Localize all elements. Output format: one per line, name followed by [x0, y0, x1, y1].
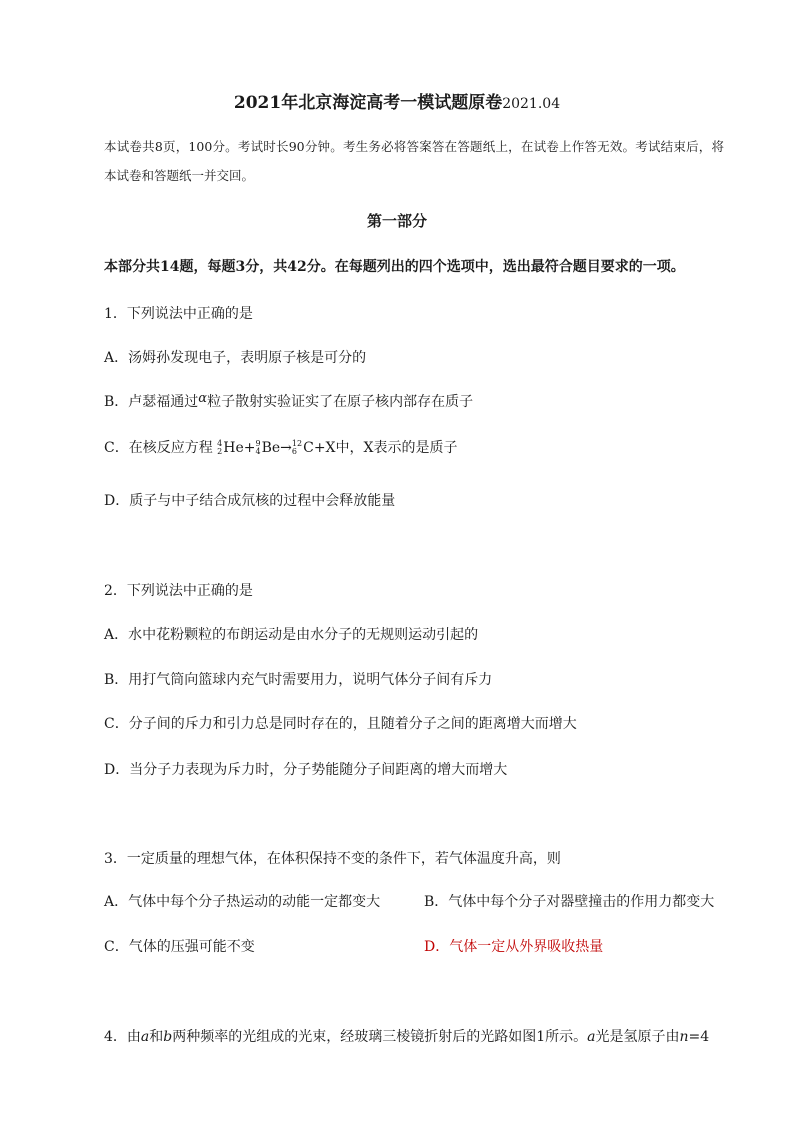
q4-text-pre: 4．由 — [104, 1029, 141, 1045]
option-b-text-pre: B．卢瑟福通过 — [104, 394, 199, 410]
question-3-stem: 3．一定质量的理想气体，在体积保持不变的条件下，若气体温度升高，则 — [104, 851, 561, 867]
question-2-option-c: C．分子间的斥力和引力总是同时存在的，且随着分子之间的距离增大而增大 — [104, 716, 577, 732]
question-1-option-c — [104, 437, 457, 457]
nuclear-equation — [217, 440, 335, 456]
q4-var-n: n — [679, 1029, 689, 1045]
c-mass-number: 12 — [291, 439, 303, 448]
question-3-option-a: A．气体中每个分子热运动的动能一定都变大 — [104, 894, 381, 910]
he-mass-number: 4 — [217, 439, 223, 448]
exam-date: 2021.04 — [502, 96, 561, 112]
section-instruction: 本部分共14题，每题3分，共42分。在每题列出的四个选项中，选出最符合题目要求的一项。 — [104, 259, 685, 275]
section-heading: 第一部分 — [366, 212, 427, 230]
exam-intro: 本试卷共8页，100分。考试时长90分钟。考生务必将答案答在答题纸上，在试卷上作答无效。考试结束后，将本试卷和答题纸一并交回。 — [104, 139, 724, 183]
question-1-option-d: D．质子与中子结合成氘核的过程中会释放能量 — [104, 493, 396, 509]
question-2-stem: 2．下列说法中正确的是 — [104, 583, 253, 599]
reaction-arrow: → — [280, 440, 292, 456]
question-3-option-b: B．气体中每个分子对器壁撞击的作用力都变大 — [424, 894, 715, 910]
q4-var-b: b — [163, 1029, 173, 1045]
alpha-symbol: α — [198, 391, 208, 406]
question-4-stem — [104, 1026, 709, 1046]
x-term: +X — [313, 440, 336, 456]
option-c-text-pre: C．在核反应方程 — [104, 440, 213, 456]
question-2-option-b: B．用打气筒向篮球内充气时需要用力，说明气体分子间有斥力 — [104, 672, 493, 688]
c-symbol: C — [303, 440, 314, 456]
q4-text-mid1: 和 — [149, 1029, 164, 1045]
q4-text-mid2: 两种频率的光组成的光束，经玻璃三棱镜折射后的光路如图1所示。 — [172, 1029, 588, 1045]
exam-title — [0, 88, 794, 113]
c-atomic-number: 6 — [291, 447, 297, 456]
question-1-option-b — [104, 391, 473, 411]
question-1-stem: 1．下列说法中正确的是 — [104, 306, 253, 322]
question-1-option-a: A．汤姆孙发现电子，表明原子核是可分的 — [104, 350, 367, 366]
be-atomic-number: 4 — [255, 447, 261, 456]
question-2-option-d: D．当分子力表现为斥力时，分子势能随分子间距离的增大而增大 — [104, 762, 508, 778]
question-3-option-d: D．气体一定从外界吸收热量 — [424, 939, 604, 955]
question-2-option-a: A．水中花粉颗粒的布朗运动是由水分子的无规则运动引起的 — [104, 627, 479, 643]
be-symbol: Be — [261, 440, 281, 456]
option-b-text-post: 粒子散射实验证实了在原子核内部存在质子 — [207, 394, 474, 410]
he-symbol: He — [223, 440, 244, 456]
he-atomic-number: 2 — [217, 447, 223, 456]
be-mass-number: 9 — [255, 439, 261, 448]
q4-text-tail: =4 — [688, 1029, 710, 1045]
q4-text-mid3: 光是氢原子由 — [595, 1029, 680, 1045]
q4-var-a: a — [140, 1029, 150, 1045]
plus-sign: + — [243, 440, 256, 456]
question-3-option-c: C．气体的压强可能不变 — [104, 939, 255, 955]
q4-var-a2: a — [587, 1029, 596, 1045]
option-c-text-post: 中，X表示的是质子 — [335, 440, 458, 456]
exam-title-main: 2021年北京海淀高考一模试题原卷 — [233, 93, 503, 113]
